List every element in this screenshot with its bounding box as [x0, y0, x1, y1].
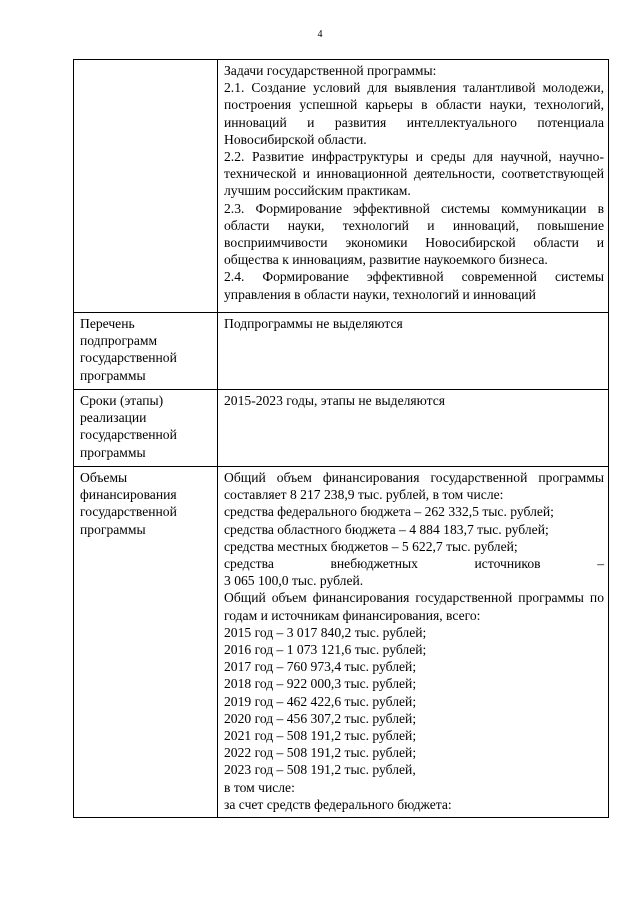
tasks-heading: Задачи государственной программы: [224, 63, 437, 78]
finance-line: средства областного бюджета – 4 884 183,7 тыс. рублей; [224, 521, 549, 537]
tasks-value-cell [218, 60, 609, 313]
task-item: 2.3. Формирование эффективной системы коммуникации в области науки, технологий и инноваций, повышение восприимчивости экономики Новосибирской области и общества к инновациям, развитие наукоемкого бизнеса. [224, 200, 604, 268]
finance-line: 3 065 100,0 тыс. рублей. [224, 573, 364, 589]
task-item: 2.1. Создание условий для выявления талантливой молодежи, построения успешной карьеры в области науки, технологий, инноваций и развития интеллектуального потенциала Новосибирской области. [224, 80, 604, 147]
finance-line: 2015 год – 3 017 840,2 тыс. рублей; [224, 624, 427, 640]
finance-line: 2018 год – 922 000,3 тыс. рублей; [224, 676, 417, 692]
program-passport-table [73, 59, 609, 818]
table-row-subprograms [74, 313, 609, 390]
finance-line: Общий объем финансирования государственной программы составляет 8 217 238,9 тыс. рублей, в том числе: [224, 470, 604, 503]
finance-value-cell [218, 467, 609, 818]
finance-line: 2016 год – 1 073 121,6 тыс. рублей; [224, 642, 427, 658]
finance-line: 2023 год – 508 191,2 тыс. рублей, [224, 762, 416, 778]
subprograms-label: Перечень подпрограмм государственной программы [74, 313, 218, 390]
finance-line: 2020 год – 456 307,2 тыс. рублей; [224, 710, 417, 726]
finance-line: средства местных бюджетов – 5 622,7 тыс. рублей; [224, 538, 518, 554]
finance-line: 2021 год – 508 191,2 тыс. рублей; [224, 728, 417, 744]
finance-line: Общий объем финансирования государственной программы по годам и источникам финансирования, всего: [224, 590, 604, 623]
finance-line: за счет средств федерального бюджета: [224, 796, 452, 812]
finance-line: 2019 год – 462 422,6 тыс. рублей; [224, 693, 417, 709]
task-item: 2.4. Формирование эффективной современной системы управления в области науки, технологий и инноваций [224, 269, 604, 302]
finance-line: средства федерального бюджета – 262 332,5 тыс. рублей; [224, 504, 554, 520]
finance-label: Объемы финансирования государственной программы [74, 467, 218, 818]
subprograms-value: Подпрограммы не выделяются [218, 313, 609, 390]
finance-line: 2017 год – 760 973,4 тыс. рублей; [224, 659, 417, 675]
terms-label: Сроки (этапы) реализации государственной программы [74, 390, 218, 467]
page-number: 4 [317, 29, 323, 40]
terms-value: 2015-2023 годы, этапы не выделяются [218, 390, 609, 467]
table-row-terms [74, 390, 609, 467]
task-item: 2.2. Развитие инфраструктуры и среды для научной, научно-технической и инновационной деятельности, соответствующей лучшим российским практикам. [224, 149, 604, 199]
finance-line: средства внебюджетных источников – [224, 556, 604, 572]
finance-line: в том числе: [224, 779, 295, 795]
table-row-tasks [74, 60, 609, 313]
tasks-label-cell [74, 60, 218, 313]
table-row-finance [74, 467, 609, 818]
finance-line: 2022 год – 508 191,2 тыс. рублей; [224, 745, 417, 761]
